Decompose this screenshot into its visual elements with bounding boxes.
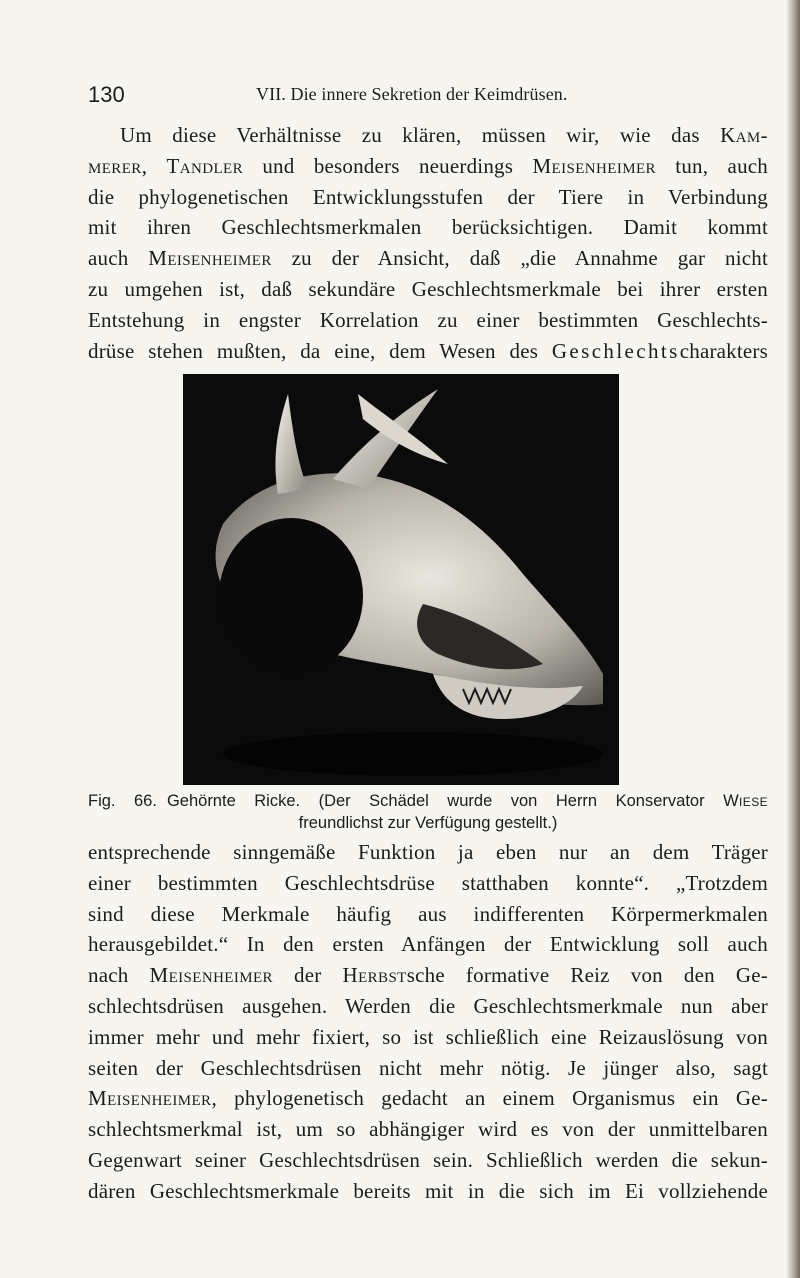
paragraph-2 <box>88 837 768 1207</box>
paragraph-1-line: Um diese Verhältnisse zu klären, müssen wir, wie das Kam- <box>120 123 768 147</box>
page-header <box>88 82 748 112</box>
caption-line: Fig. 66. Gehörnte Ricke. (Der Schädel wurde von Herrn Konservator Wiese <box>88 792 768 810</box>
author-name: Herbst <box>342 963 407 988</box>
author-name: Kam- <box>720 123 768 147</box>
paragraph-1-line: mit ihren Geschlechtsmerkmalen berücksichtigen. Damit kommt <box>88 215 768 240</box>
paragraph-1-line: zu umgehen ist, daß sekundäre Geschlechtsmerkmale bei ihrer ersten <box>88 276 768 301</box>
author-name: Meisenheimer <box>532 153 656 178</box>
author-name: Meisenheimer <box>88 1086 212 1111</box>
paragraph-2-line: schlechtsmerkmal ist, um so abhängiger wird es von der unmittelbaren <box>88 1117 768 1142</box>
paragraph-2-line: einer bestimmten Geschlechtsdrüse statthaben konnte“. „Trotzdem <box>88 870 768 895</box>
paragraph-2-line: seiten der Geschlechtsdrüsen nicht mehr nötig. Je jünger also, sagt <box>88 1055 768 1080</box>
paragraph-2-line: schlechtsdrüsen ausgehen. Werden die Geschlechtsmerkmale nun aber <box>88 993 768 1018</box>
paragraph-1 <box>88 120 768 366</box>
emphasized-word: Geschlechts <box>551 338 680 363</box>
paragraph-2-line: entsprechende sinngemäße Funktion ja eben nur an dem Träger <box>88 840 768 864</box>
author-name: Wiese <box>723 792 768 810</box>
paragraph-1-line: Entstehung in engster Korrelation zu einer bestimmten Geschlechts- <box>88 307 768 332</box>
author-name: Meisenheimer <box>148 246 272 271</box>
paragraph-2-line: Meisenheimer, phylogenetisch gedacht an einem Organismus ein Ge- <box>88 1086 768 1111</box>
author-name: Tandler <box>166 153 243 178</box>
paragraph-2-line: nach Meisenheimer der Herbstsche formative Reiz von den Ge- <box>88 963 768 988</box>
figure-label: Fig. 66. <box>88 792 157 810</box>
figure-caption <box>88 790 768 834</box>
author-name: merer <box>88 153 142 178</box>
paragraph-2-line: immer mehr und mehr fixiert, so ist schließlich eine Reizauslösung von <box>88 1024 768 1049</box>
paragraph-2-line: Gegenwart seiner Geschlechtsdrüsen sein. Schließlich werden die sekun- <box>88 1147 768 1172</box>
page-number: 130 <box>88 82 125 107</box>
figure-skull-photo <box>183 374 619 785</box>
paragraph-2-line: sind diese Merkmale häufig aus indifferenten Körpermerkmalen <box>88 901 768 926</box>
caption-line: freundlichst zur Verfügung gestellt.) <box>298 814 558 832</box>
author-name: Meisenheimer <box>149 963 273 988</box>
paragraph-2-line: herausgebildet.“ In den ersten Anfängen der Entwicklung soll auch <box>88 932 768 957</box>
paragraph-1-line: die phylogenetischen Entwicklungsstufen der Tiere in Verbindung <box>88 184 768 209</box>
page-edge-shadow <box>786 0 800 1278</box>
paragraph-1-line: auch Meisenheimer zu der Ansicht, daß „die Annahme gar nicht <box>88 246 768 271</box>
paragraph-1-line: drüse stehen mußten, da eine, dem Wesen des Geschlechtscharakters <box>88 338 768 363</box>
running-head: VII. Die innere Sekretion der Keimdrüsen. <box>256 84 568 104</box>
eye-socket <box>219 518 363 674</box>
paragraph-1-line: merer, Tandler und besonders neuerdings Meisenheimer tun, auch <box>88 153 768 178</box>
base-shadow <box>223 732 603 776</box>
paragraph-2-line: dären Geschlechtsmerkmale bereits mit in die sich im Ei vollziehende <box>88 1178 768 1203</box>
skull-illustration <box>183 374 619 785</box>
